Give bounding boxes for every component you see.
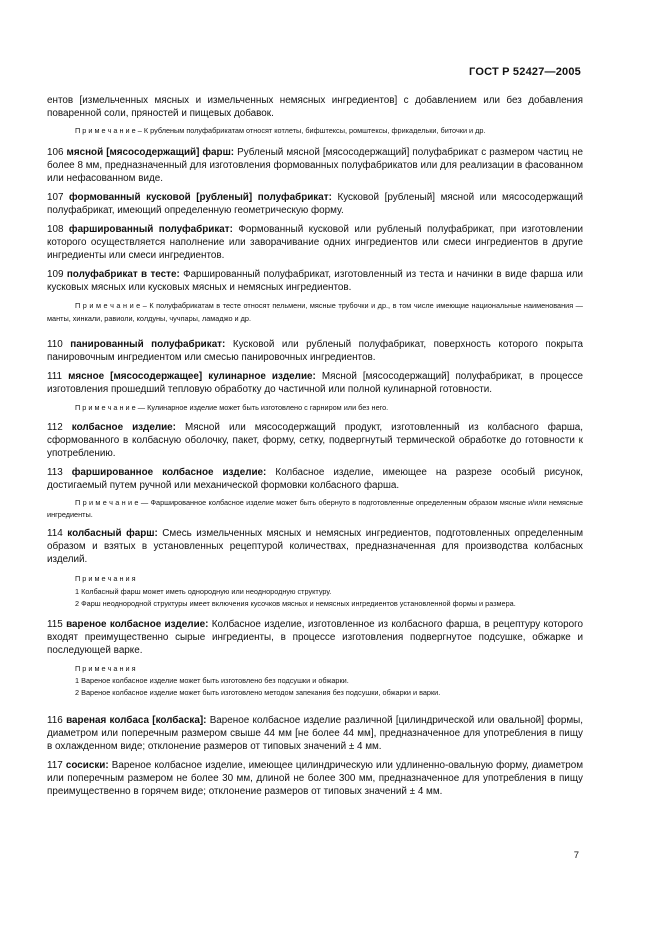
- notes-block: [47, 663, 583, 700]
- term-number: 116: [47, 714, 63, 726]
- note: [47, 497, 583, 522]
- standard-code-header: ГОСТ Р 52427—2005: [469, 66, 581, 78]
- term-definition: Смесь измельченных мясных и немясных ингредиентов, подготовленных определенным образом и взятых в установленных рецептурой количествах, предназначенная для производства колбасных изделий.: [47, 528, 583, 566]
- note: [47, 402, 583, 414]
- note-item: 2 Фарш неоднородной структуры имеет включения кусочков мясных и немясных ингредиентов установленной формы и размера.: [75, 599, 516, 609]
- term-name: полуфабрикат в тесте:: [66, 269, 180, 281]
- term-definition: Мясной или мясосодержащий продукт, изготовленный из колбасного фарша, сформованного в колбасную оболочку, пакет, форму, сетку, подвергнутый термической обработке до готовности к употреблению.: [47, 421, 584, 459]
- term-definition: Мясной [мясосодержащий] полуфабрикат, в процессе изготовления прошедший тепловую обработку до частичной или полной кулинарной готовности.: [47, 371, 584, 396]
- term-entry-113: [47, 466, 583, 492]
- note-label: П р и м е ч а н и е: [75, 126, 136, 135]
- term-definition: Формованный кусковой или рубленый полуфабрикат, при изготовлении которого осуществляется наполнение или заворачивание одних ингредиентов или смеси ингредиентов в другие ингредиенты или смеси ингредиентов.: [47, 224, 583, 262]
- term-name: панированный полуфабрикат:: [70, 339, 226, 351]
- term-number: 113: [47, 466, 63, 478]
- term-name: колбасный фарш:: [67, 528, 158, 540]
- note-dash: —: [138, 497, 151, 507]
- note-item: 1 Вареное колбасное изделие может быть изготовлено без подсушки и обжарки.: [75, 676, 349, 686]
- term-name: вареная колбаса [колбаска]:: [66, 714, 207, 726]
- note-text: К полуфабрикатам в тесте относят пельмени, мясные трубочки и др., в том числе имеющие национальные наименования — манты, хинкали, равиоли, колдуны, чучпары, ламаджо и др.: [47, 301, 583, 323]
- term-definition: Вареное колбасное изделие, имеющее цилиндрическую или удлиненно-овальную форму, диаметром или поперечным размером не более 30 мм, длиной не более 300 мм, предназначенное для употребления в пищу преимущественно в горячем виде; отклонение размеров от типовых значений ± 4 мм.: [47, 759, 584, 797]
- document-body: [47, 94, 583, 804]
- term-definition: Кусковой [рубленый] мясной или мясосодержащий полуфабрикат, имеющий определенную геометрическую форму.: [47, 192, 584, 217]
- note-item: 2 Вареное колбасное изделие может быть изготовлено методом запекания без подсушки, обжарки и варки.: [75, 688, 441, 698]
- term-entry-117: [47, 759, 583, 798]
- term-definition: Вареное колбасное изделие различной [цилиндрической или овальной] формы, диаметром или поперечным размером свыше 44 мм [не более 44 мм], предназначенное для употребления в пищу в охлажденном виде; отклонение размеров от типовых значений ± 4 мм.: [47, 714, 583, 752]
- term-entry-106: [47, 146, 583, 185]
- term-name: фаршированное колбасное изделие:: [71, 466, 267, 478]
- term-number: 110: [47, 339, 63, 351]
- note-dash: —: [135, 403, 148, 413]
- term-name: фаршированный полуфабрикат:: [68, 224, 233, 236]
- term-number: 117: [47, 759, 63, 771]
- term-name: формованный кусковой [рубленый] полуфабрикат:: [69, 192, 332, 204]
- note-label: П р и м е ч а н и е: [75, 403, 136, 413]
- term-entry-107: [47, 191, 583, 217]
- continued-text: [47, 94, 583, 120]
- note: [47, 300, 583, 325]
- note-label: П р и м е ч а н и е: [75, 301, 141, 311]
- term-name: мясной [мясосодержащий] фарш:: [66, 147, 235, 159]
- term-name: сосиски:: [65, 759, 109, 771]
- term-entry-109: [47, 268, 583, 294]
- notes-label: П р и м е ч а н и я: [75, 663, 136, 673]
- term-name: колбасное изделие:: [71, 421, 176, 433]
- term-definition: Кусковой или рубленый полуфабрикат, поверхность которого покрыта панировочным ингредиентом или смесью панировочных ингредиентов.: [47, 339, 584, 364]
- term-entry-111: [47, 370, 583, 396]
- note-dash: –: [135, 126, 144, 135]
- term-entry-114: [47, 527, 583, 566]
- note-text: Фаршированное колбасное изделие может быть обернуто в подготовленные определенным образом мясные и/или немясные ингредиенты.: [47, 497, 583, 520]
- note-item: 1 Колбасный фарш может иметь однородную или неоднородную структуру.: [75, 586, 332, 596]
- term-entry-110: [47, 338, 583, 364]
- term-entry-108: [47, 223, 583, 262]
- note-label: П р и м е ч а н и е: [75, 497, 139, 507]
- term-number: 107: [47, 192, 64, 204]
- term-entry-116: [47, 714, 583, 753]
- term-name: вареное колбасное изделие:: [66, 618, 209, 630]
- term-definition: Колбасное изделие, изготовленное из колбасного фарша, в рецептуру которого входят преимущественно сырые ингредиенты, в процессе изготовления подвергнутое подсушке, обжарке и последующей варке.: [47, 618, 584, 656]
- term-number: 106: [47, 147, 64, 159]
- notes-label: П р и м е ч а н и я: [75, 574, 136, 584]
- term-definition: Фаршированный полуфабрикат, изготовленный из теста и начинки в виде фарша или кусковых мясных или кусковых мясных и немясных ингредиентов.: [47, 269, 583, 294]
- term-number: 112: [47, 421, 63, 433]
- term-number: 108: [47, 224, 64, 236]
- note-text: Кулинарное изделие может быть изготовлено с гарниром или без него.: [147, 403, 389, 413]
- term-number: 111: [47, 371, 63, 383]
- term-number: 115: [47, 618, 63, 630]
- note: [47, 125, 583, 137]
- term-name: мясное [мясосодержащее] кулинарное изделие:: [68, 371, 316, 383]
- page-number: 7: [573, 850, 579, 861]
- note-dash: –: [140, 301, 150, 311]
- term-definition: ентов [измельченных мясных и измельченных немясных ингредиентов] с добавлением или без добавления поваренной соли, пряностей и пищевых добавок.: [47, 95, 583, 119]
- term-definition: Рубленый мясной [мясосодержащий] полуфабрикат с размером частиц не более 8 мм, предназначенный для изготовления формованных полуфабрикатов или для реализации в фасованном или нефасованном виде.: [47, 147, 583, 185]
- term-entry-112: [47, 421, 583, 460]
- note-text: К рубленым полуфабрикатам относят котлеты, бифштексы, ромштексы, фрикадельки, биточки и др.: [143, 126, 486, 135]
- term-number: 109: [47, 269, 64, 281]
- term-entry-115: [47, 618, 583, 657]
- notes-block: [47, 573, 583, 610]
- term-definition: Колбасное изделие, имеющее на разрезе особый рисунок, достигаемый путем ручной или механической формовки колбасного фарша.: [47, 466, 584, 491]
- term-number: 114: [47, 528, 63, 540]
